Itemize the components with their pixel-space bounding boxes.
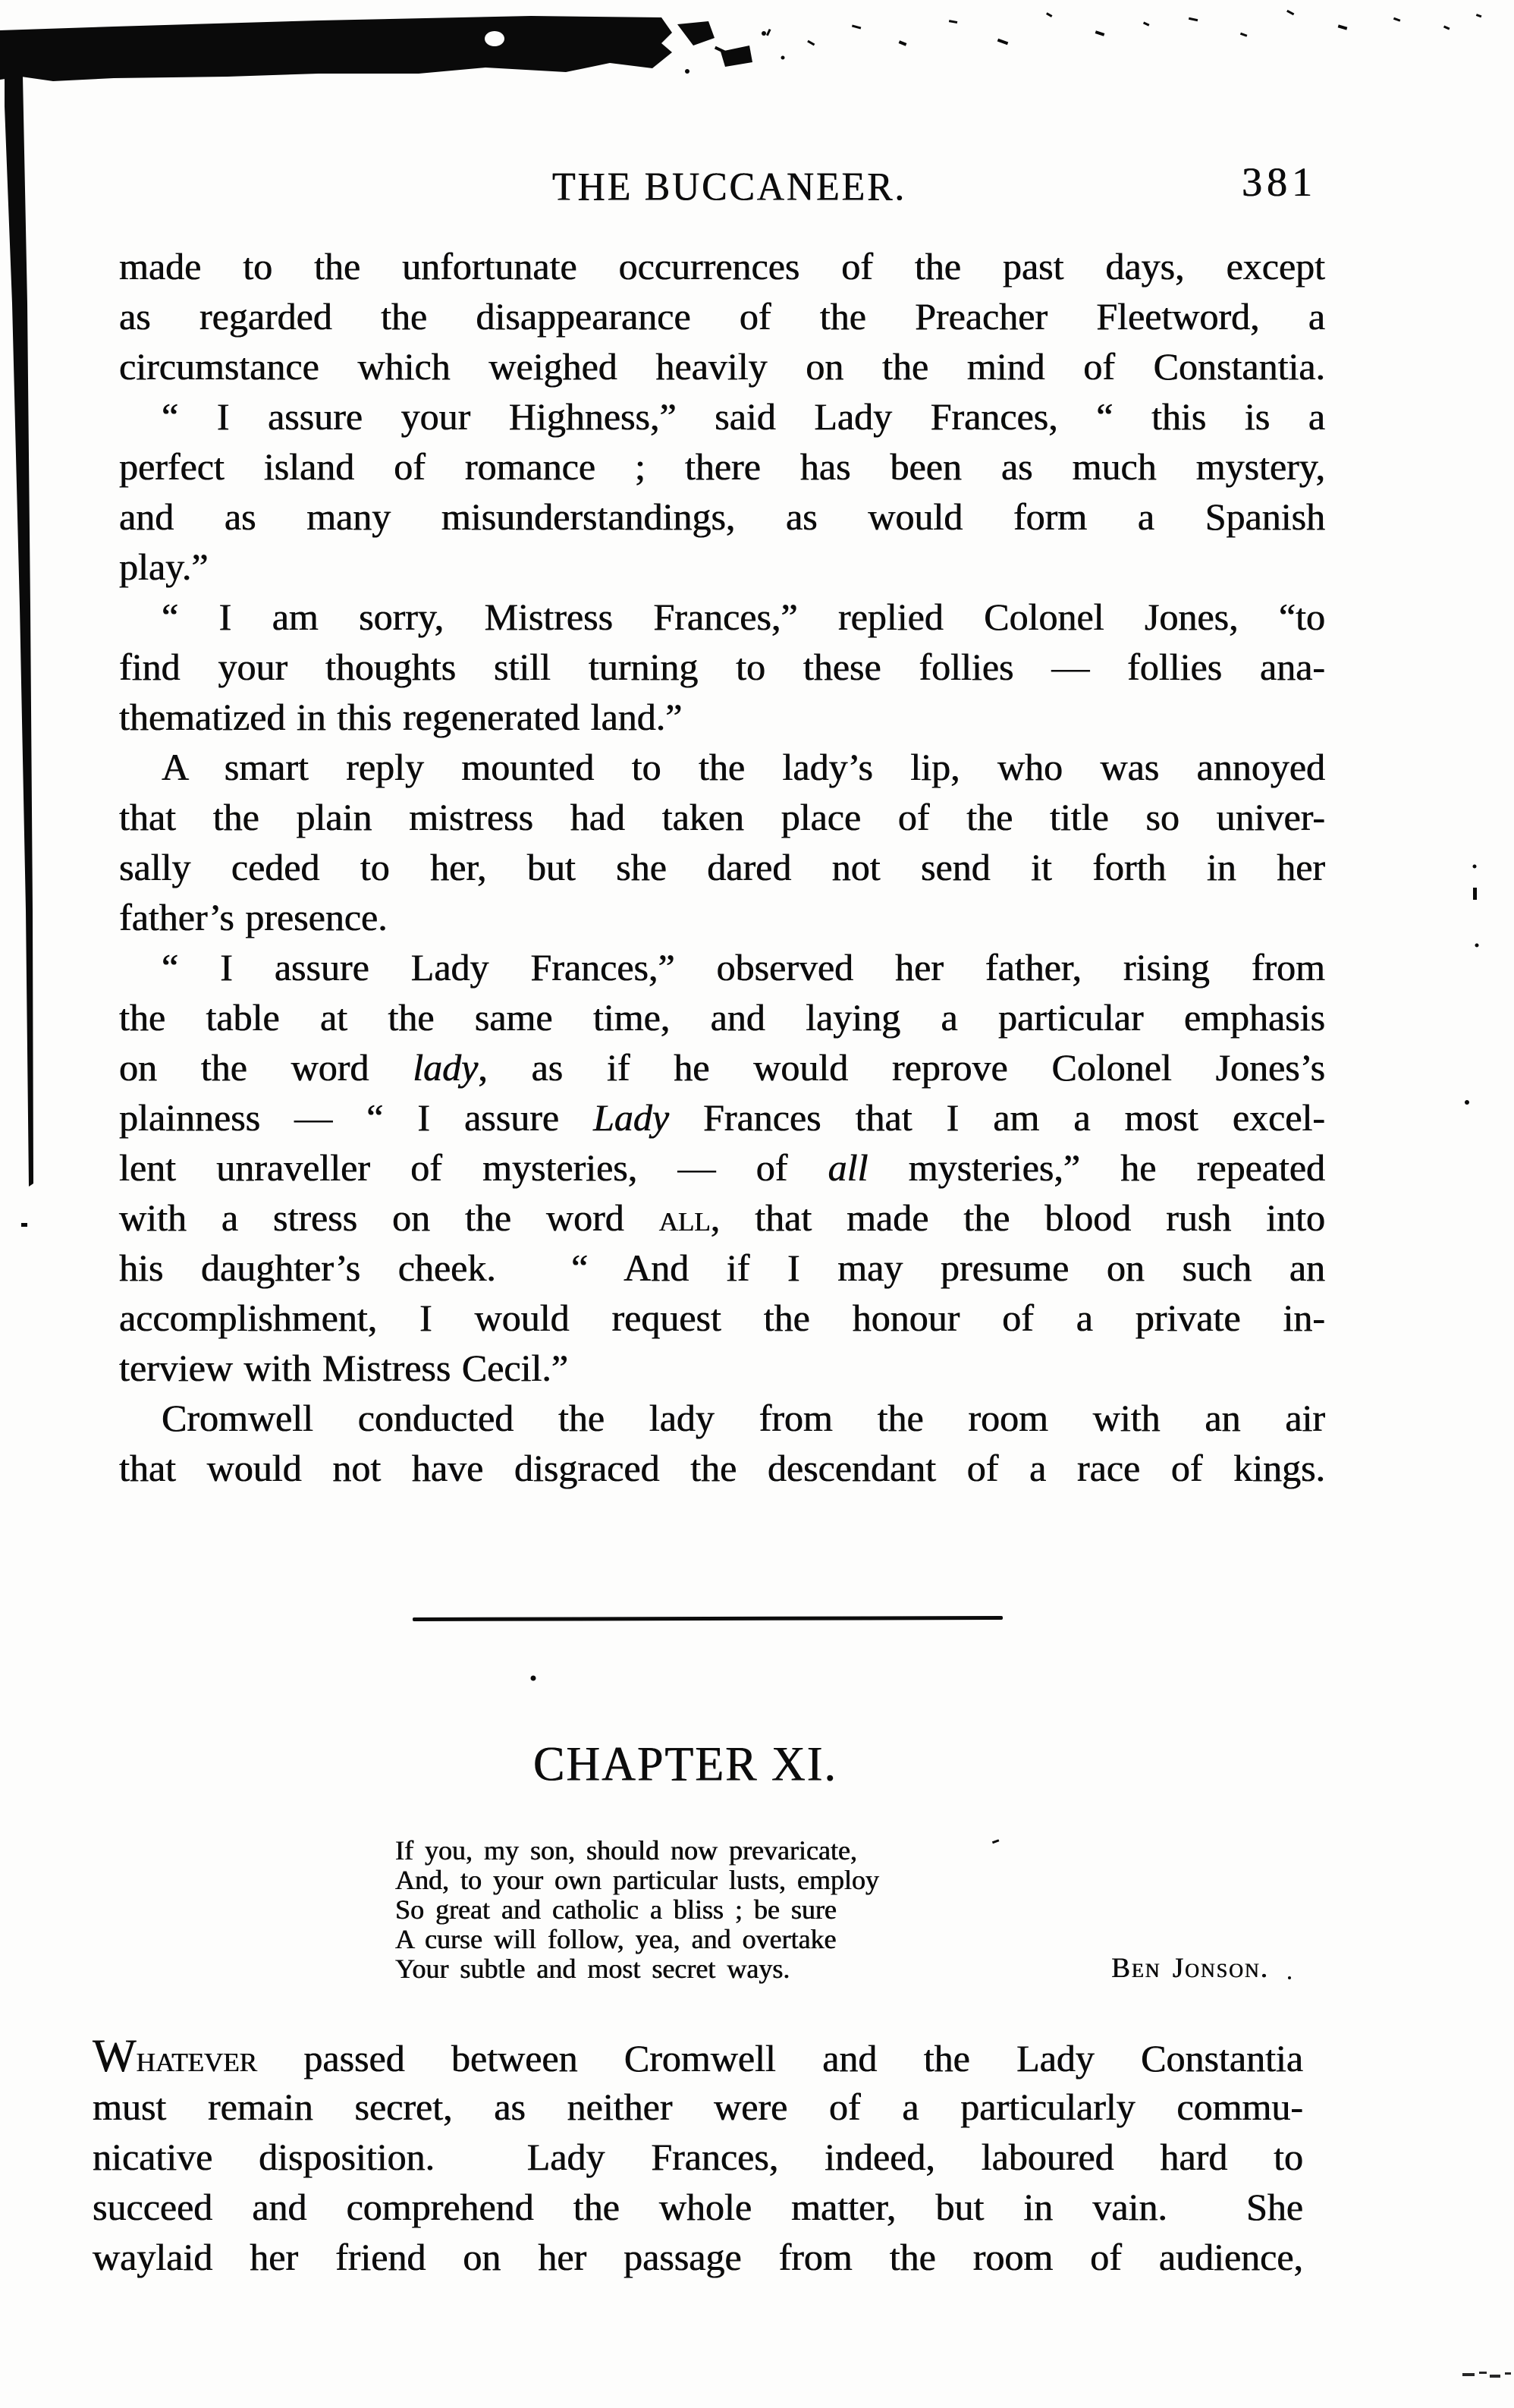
text-segment: and as many misunderstandings, as would form a Spanish [119,495,1325,538]
epigraph-line: A curse will follow, yea, and overtake [395,1924,837,1954]
text-line [119,1193,1325,1243]
paragraph [119,592,1325,742]
text-line [93,2032,1303,2082]
text-line [119,542,1325,592]
text-segment: waylaid her friend on her passage from the room of audience, [93,2236,1303,2278]
epigraph-line: So great and catholic a bliss ; be sure [395,1894,837,1925]
text-line [119,1042,1325,1092]
scan-artifact-top-wedge [0,16,672,81]
text-line [119,892,1325,942]
paragraph [93,2032,1303,2282]
text-segment: plainness — “ I assure [119,1096,594,1139]
text-line [119,1243,1325,1293]
text-segment: circumstance which weighed heavily on the mind of Constantia. [119,345,1325,388]
text-segment: “ I am sorry, Mistress Frances,” replied Colonel Jones, “to [162,596,1325,638]
text-line [93,2232,1303,2282]
text-segment: hatever [136,2037,258,2079]
text-line [93,2182,1303,2232]
page-number: 381 [1242,159,1317,205]
text-segment: Lady [593,1096,670,1139]
text-segment: all [828,1146,869,1189]
text-segment: lent unraveller of mysteries, — of [119,1146,828,1189]
text-line [119,1393,1325,1443]
section-divider-rule [413,1616,1003,1621]
text-line [119,692,1325,742]
paragraph [119,1393,1325,1493]
text-segment: lady [413,1046,479,1089]
epigraph-line: And, to your own particular lusts, employ [395,1865,879,1895]
text-line [119,1293,1325,1343]
text-segment: Frances that I am a most excel- [669,1096,1325,1139]
paragraph [119,391,1325,592]
text-segment: on the word [119,1046,413,1089]
body-text-top [119,241,1325,1493]
epigraph-attribution: Ben Jonson. [1111,1953,1269,1984]
text-segment: , as if he would reprove Colonel Jones’s [478,1046,1325,1089]
chapter-heading: CHAPTER XI. [533,1737,837,1792]
text-segment: his daughter’s cheek. “ And if I may presume on such an [119,1246,1325,1289]
epigraph-line: If you, my son, should now prevaricate, [395,1835,857,1866]
scan-artifact-speckles [715,10,1482,54]
text-line [119,241,1325,291]
text-segment: terview with Mistress Cecil.” [119,1347,568,1389]
text-line [119,1343,1325,1393]
text-segment: father’s presence. [119,896,388,938]
text-line [93,2082,1303,2132]
text-segment: nicative disposition. Lady Frances, indeed, laboured hard to [93,2136,1303,2178]
text-line [119,992,1325,1042]
text-line [119,942,1325,992]
text-segment: made to the unfortunate occurrences of the past days, except [119,245,1325,288]
paragraph [119,742,1325,942]
text-line [119,792,1325,842]
text-line [119,1143,1325,1193]
text-segment: perfect island of romance ; there has been as much mystery, [119,445,1325,488]
text-line [93,2132,1303,2182]
text-line [119,391,1325,442]
text-segment: with a stress on the word [119,1196,659,1239]
text-line [119,842,1325,892]
text-segment: all [658,1196,711,1239]
text-segment: find your thoughts still turning to these follies — follies ana- [119,646,1325,688]
text-segment: that the plain mistress had taken place of the title so univer- [119,796,1325,838]
chapter-epigraph [395,1836,1269,1984]
text-line [119,492,1325,542]
text-segment: mysteries,” he repeated [868,1146,1325,1189]
body-text-bottom [93,2032,1303,2282]
paragraph [119,942,1325,1393]
text-line [119,442,1325,492]
text-line [119,291,1325,341]
text-line [119,742,1325,792]
text-line [119,1092,1325,1143]
scan-artifact-bottom-smudge [1462,2372,1511,2378]
text-segment: W [93,2031,137,2082]
text-segment: accomplishment, I would request the honour of a private in- [119,1297,1325,1339]
text-segment: as regarded the disappearance of the Preacher Fleetword, a [119,295,1325,338]
text-segment: play.” [119,545,209,588]
text-line [119,1443,1325,1493]
text-segment: , that made the blood rush into [710,1196,1325,1239]
epigraph-line: Your subtle and most secret ways. [395,1954,790,1984]
text-line [119,341,1325,391]
text-line [119,642,1325,692]
text-line [119,592,1325,642]
text-segment: thematized in this regenerated land.” [119,696,683,738]
text-segment: “ I assure Lady Frances,” observed her father, rising from [162,946,1325,989]
paragraph [119,241,1325,391]
text-segment: succeed and comprehend the whole matter, but in vain. She [93,2186,1303,2228]
text-segment: passed between Cromwell and the Lady Constantia [257,2037,1303,2079]
text-segment: A smart reply mounted to the lady’s lip, who was annoyed [162,746,1325,788]
text-segment: that would not have disgraced the descendant of a race of kings. [119,1447,1325,1489]
text-segment: the table at the same time, and laying a particular emphasis [119,996,1325,1039]
text-segment: must remain secret, as neither were of a particularly commu- [93,2086,1303,2128]
running-header-title: THE BUCCANEER. [552,163,906,209]
text-segment: “ I assure your Highness,” said Lady Frances, “ this is a [162,395,1325,438]
text-segment: sally ceded to her, but she dared not send it forth in her [119,846,1325,888]
text-segment: Cromwell conducted the lady from the room with an air [162,1397,1325,1439]
scan-artifact-spine-shadow [5,74,33,1187]
